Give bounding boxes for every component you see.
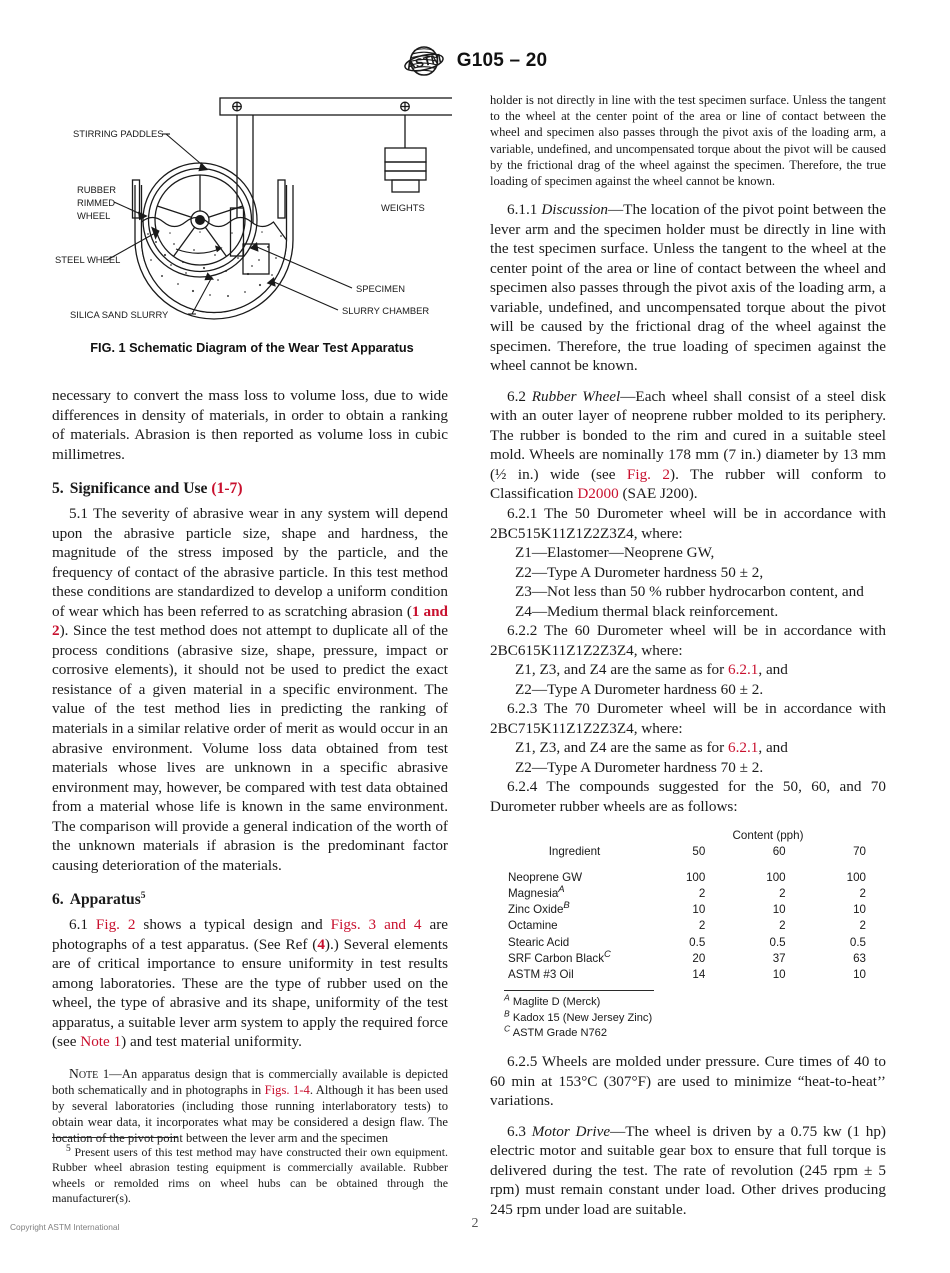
cell-60: 10 xyxy=(772,903,786,917)
cell-50: 100 xyxy=(685,871,706,885)
paragraph-6-2-text-a: Each wheel shall consist of a steel disk with an outer layer of neoprene rubber molded to its periphery. The rubber is bonded to the rim and cured in a suitable steel mold. Wheels are nominally 178 mm (7 in.) diameter by 13 mm (½ in.) wide (see xyxy=(490,387,887,483)
table-header-row xyxy=(504,844,886,860)
z-item: Z2—Type A Durometer hardness 70 ± 2. xyxy=(515,758,764,776)
cell-70: 10 xyxy=(853,903,866,917)
paragraph-6-2-number: 6.2 xyxy=(507,387,532,405)
section-6-number: 6. xyxy=(52,891,64,909)
term-rubber-wheel: Rubber Wheel xyxy=(531,387,621,405)
section-5-title: Significance and Use xyxy=(69,480,208,498)
z-item: Z1—Elastomer—Neoprene GW, xyxy=(515,544,715,562)
cell-ingredient: Neoprene GW xyxy=(508,871,583,885)
table-spacer-row xyxy=(504,860,886,870)
reference-note-1[interactable]: Note 1 xyxy=(80,1033,122,1051)
table-row xyxy=(504,935,886,951)
table-footnote-c: $^C$ ASTM Grade N762 xyxy=(504,1023,608,1039)
cell-ingredient: SRF Carbon Black$^C$ xyxy=(508,948,611,965)
paragraph-6-2-3: 6.2.3 The 70 Durometer wheel will be in accordance with 2BC715K11Z1Z2Z3Z4, where: xyxy=(490,700,886,737)
note-1-continued: holder is not directly in line with the test specimen surface. Unless the tangent to the wheel at the center point of the area or line of contact between the wheel and specimen also passes through the pivot axis of the loading arm, a variable, undefined, and uncompensated torque about the pivot will be caused by the frictional drag of the wheel against the specimen. Therefore, the true loading of specimen against the wheel cannot be known. xyxy=(490,93,886,188)
footnote-5-text: Present users of this test method may have constructed their own equipment. Rubber wheel abrasion testing equipment is commercially available. Rubber wheels or remolded rims on wheel hubs can be obtained through the manufacturer(s). xyxy=(52,1145,448,1206)
cell-50: 0.5 xyxy=(689,935,706,949)
cell-70: 0.5 xyxy=(849,935,866,949)
svg-text:ASTM: ASTM xyxy=(404,51,443,73)
note-1-text-a: An apparatus design that is commercially available is depicted both schematically and in photographs in xyxy=(52,1067,448,1097)
cell-ingredient: Stearic Acid xyxy=(508,935,570,949)
paragraph-6-1-part-d: ).) Several elements are of critical importance to ensure uniformity in test results among laboratories. These are the type of rubber used on the wheel, the type of abrasive and its shape, uniformity of the test apparatus, a suitable lever arm system to apply the required force (see xyxy=(52,935,448,1051)
z-item: Z2—Type A Durometer hardness 50 ± 2, xyxy=(515,563,764,581)
cell-ingredient: Octamine xyxy=(508,919,558,933)
paragraph-5-1-part-b: ). Since the test method does not attempt to duplicate all of the process conditions (abrasive size, shape, pressure, impact or corrosive elements), it should not be used to predict the exact resistance of a given material in a specific environment. The value of the test method lies in predicting the ranking of materials in a similar relative order of merit as would occur in an abrasive environment. Volume loss data obtained from test materials whose lives are unknown in a specific abrasive environment may, however, be compared with test data obtained from a material whose life is known in the same environment. The comparison will provide a general indication of the worth of the unknown materials if abrasion is the predominant factor causing deterioration of the materials. xyxy=(52,622,448,874)
cell-70: 100 xyxy=(846,871,866,885)
paragraph-6-1-1-number: 6.1.1 xyxy=(507,201,542,219)
reference-1-and-2[interactable]: 1 and 2 xyxy=(52,602,448,640)
paragraph-6-2-5: 6.2.5 Wheels are molded under pressure. Cure times of 40 to 60 min at 153°C (307°F) are used to minimize “heat-to-heat’’ variations. xyxy=(490,1053,886,1110)
ingredient-table-block xyxy=(490,829,886,1042)
table-row xyxy=(504,919,886,935)
label-steel-wheel: STEEL WHEEL xyxy=(55,254,121,265)
cell-50: 10 xyxy=(692,903,706,917)
cell-60: 0.5 xyxy=(769,935,786,949)
paragraph-6-1-1-text: The location of the pivot point between the lever arm and the specimen holder must be directly in line with the test specimen surface. Unless the tangent to the wheel at the center point of the area or line of contact between the wheel and specimen also passes through the pivot axis of the loading arm, a variable, undefined, and uncompensated torque about the pivot will be caused by the frictional drag of the wheel against the specimen. Therefore, the true loading of specimen against the wheel cannot be known. xyxy=(490,201,886,375)
z-item-text-a: Z1, Z3, and Z4 are the same as for xyxy=(515,739,728,757)
cell-50: 14 xyxy=(692,967,706,981)
reference-fig-2-b[interactable]: Fig. 2 xyxy=(626,465,671,483)
table-footnote-a: $^A$ Maglite D (Merck) xyxy=(504,992,601,1009)
cell-70: 2 xyxy=(859,919,866,933)
z-item xyxy=(515,660,886,680)
cell-60: 2 xyxy=(779,887,786,901)
cell-60: 100 xyxy=(766,871,786,885)
table-row xyxy=(504,903,886,919)
footnote-5-marker: 5 xyxy=(66,1144,71,1155)
paragraph-6-3-number: 6.3 xyxy=(507,1122,532,1140)
standard-designation: G105 – 20 xyxy=(456,50,548,71)
paragraph-6-2 xyxy=(490,387,886,504)
label-specimen: SPECIMEN xyxy=(356,283,405,294)
label-slurry-chamber: SLURRY CHAMBER xyxy=(342,305,430,316)
z-item xyxy=(515,738,886,758)
note-1-text-b: . Although it has been used by several laboratories (including those running interlaboratory tests) to obtain wear data, it incorporates what may be considered a design flaw. The location of the pivot point between the lever arm and the specimen xyxy=(52,1082,448,1145)
continued-paragraph: necessary to convert the mass loss to volume loss, due to wide differences in density of materials, in order to obtain a ranking of materials. Abrasion is then reported as volume loss in cubic millimetres. xyxy=(52,387,448,463)
section-6-title: Apparatus xyxy=(69,891,141,909)
reference-figs-1-4[interactable]: Figs. 1-4 xyxy=(264,1082,310,1097)
cell-70: 10 xyxy=(853,967,866,981)
section-5-title-reference[interactable]: (1-7) xyxy=(211,480,243,498)
left-column xyxy=(52,386,448,1147)
paragraph-6-2-2: 6.2.2 The 60 Durometer wheel will be in accordance with 2BC615K11Z1Z2Z3Z4, where: xyxy=(490,622,886,659)
cell-ingredient: ASTM #3 Oil xyxy=(508,967,574,981)
ingredient-table xyxy=(504,844,886,983)
term-discussion: Discussion xyxy=(541,201,608,219)
right-column xyxy=(490,92,886,1219)
section-6-heading xyxy=(52,890,448,910)
footnote-divider xyxy=(52,1137,178,1138)
cell-60: 37 xyxy=(772,951,786,965)
footnote-5 xyxy=(52,1145,448,1207)
note-1-label: Note xyxy=(69,1066,99,1081)
label-stirring-paddles: STIRRING PADDLES xyxy=(73,128,164,139)
paragraph-6-2-4: 6.2.4 The compounds suggested for the 50, 60, and 70 Durometer rubber wheels are as follows: xyxy=(490,778,886,815)
z-designations-623 xyxy=(515,738,886,777)
table-header-50: 50 xyxy=(692,844,706,858)
table-group-header: Content (pph) xyxy=(732,828,804,842)
page-number: 2 xyxy=(471,1216,479,1231)
table-row xyxy=(504,967,886,983)
note-1-number: 1— xyxy=(98,1067,122,1081)
table-footnote-b: $^B$ Kadox 15 (New Jersey Zinc) xyxy=(504,1007,653,1024)
cell-60: 2 xyxy=(779,919,786,933)
paragraph-5-1 xyxy=(52,504,448,875)
reference-d2000[interactable]: D2000 xyxy=(577,485,619,503)
reference-6-2-1-a[interactable]: 6.2.1 xyxy=(727,661,759,679)
cell-50: 2 xyxy=(698,919,706,933)
cell-60: 10 xyxy=(772,967,786,981)
reference-fig-2[interactable]: Fig. 2 xyxy=(95,916,136,934)
term-motor-drive: Motor Drive xyxy=(531,1122,611,1140)
table-header-70: 70 xyxy=(853,844,866,858)
em-dash-1: — xyxy=(607,201,624,219)
label-silica-sand-slurry: SILICA SAND SLURRY xyxy=(70,309,169,320)
paragraph-5-1-part-a: 5.1 The severity of abrasive wear in any system will depend upon the abrasive particle size, shape and hardness, the magnitude of the stress imposed by the particle, and the frequency of contact of the abrasive particle. In this test method these conditions are standardized to develop a uniform condition of wear which has been referred to as scratching abrasion ( xyxy=(52,505,448,620)
cell-ingredient: Magnesia$^A$ xyxy=(508,884,565,901)
z-item: Z2—Type A Durometer hardness 60 ± 2. xyxy=(515,680,764,698)
z-item: Z3—Not less than 50 % rubber hydrocarbon content, and xyxy=(515,583,864,601)
copyright-notice: Copyright ASTM International xyxy=(10,1222,120,1232)
em-dash-2: — xyxy=(620,387,636,405)
paragraph-6-1 xyxy=(52,915,448,1052)
figure-1-caption: FIG. 1 Schematic Diagram of the Wear Test Apparatus xyxy=(90,341,414,355)
cell-50: 2 xyxy=(698,887,706,901)
paragraph-6-1-number: 6.1 xyxy=(69,916,96,934)
table-row xyxy=(504,951,886,967)
section-5-heading xyxy=(52,479,448,499)
reference-6-2-1-b[interactable]: 6.2.1 xyxy=(727,739,759,757)
section-5-number: 5. xyxy=(52,480,64,498)
table-row xyxy=(504,887,886,903)
table-header-60: 60 xyxy=(772,844,786,858)
reference-4[interactable]: 4 xyxy=(317,935,325,953)
z-designations-622 xyxy=(515,660,886,699)
z-item-text-b: , and xyxy=(758,661,788,679)
table-footnote-divider xyxy=(504,990,654,991)
footnote-block xyxy=(52,1137,448,1207)
em-dash-3: — xyxy=(610,1122,626,1140)
cell-ingredient: Zinc Oxide$^B$ xyxy=(508,900,570,917)
label-rubber-rimmed-wheel-2: RIMMED xyxy=(77,197,116,208)
paragraph-6-2-text-b: ). The rubber will conform to Classification xyxy=(490,465,886,503)
paragraph-6-1-1 xyxy=(490,200,886,376)
reference-figs-3-and-4[interactable]: Figs. 3 and 4 xyxy=(330,916,422,934)
cell-70: 2 xyxy=(859,887,866,901)
section-6-footnote-marker: 5 xyxy=(140,891,146,902)
paragraph-6-3 xyxy=(490,1122,886,1220)
paragraph-6-1-part-c: are photographs of a test apparatus. (See Ref ( xyxy=(52,916,448,953)
cell-50: 20 xyxy=(692,951,706,965)
paragraph-6-1-part-b: shows a typical design and xyxy=(135,916,331,934)
paragraph-6-1-part-e: ) and test material uniformity. xyxy=(121,1033,302,1051)
z-item-text-b: , and xyxy=(758,739,788,757)
figure-1-schematic xyxy=(52,92,452,360)
page-header xyxy=(0,44,950,78)
z-designations-621 xyxy=(515,543,886,621)
label-rubber-rimmed-wheel-1: RUBBER xyxy=(77,184,117,195)
astm-logo xyxy=(403,44,445,78)
label-weights: WEIGHTS xyxy=(381,202,425,213)
label-rubber-rimmed-wheel-3: WHEEL xyxy=(77,210,111,221)
paragraph-6-3-text: The wheel is driven by a 0.75 kw (1 hp) electric motor and suitable gear box to ensure that full torque is delivered during the test. The rate of revolution (245 rpm ± 5 rpm) must remain constant under load. Other drives producing 245 rpm under load are suitable. xyxy=(490,1122,886,1218)
cell-70: 63 xyxy=(853,951,866,965)
paragraph-6-2-text-c: (SAE J200). xyxy=(618,485,698,503)
note-1 xyxy=(52,1065,448,1147)
z-item-text-a: Z1, Z3, and Z4 are the same as for xyxy=(515,661,728,679)
table-header-ingredient: Ingredient xyxy=(548,844,601,858)
paragraph-6-2-1: 6.2.1 The 50 Durometer wheel will be in accordance with 2BC515K11Z1Z2Z3Z4, where: xyxy=(490,505,886,542)
table-footnotes xyxy=(504,992,886,1041)
z-item: Z4—Medium thermal black reinforcement. xyxy=(515,602,779,620)
